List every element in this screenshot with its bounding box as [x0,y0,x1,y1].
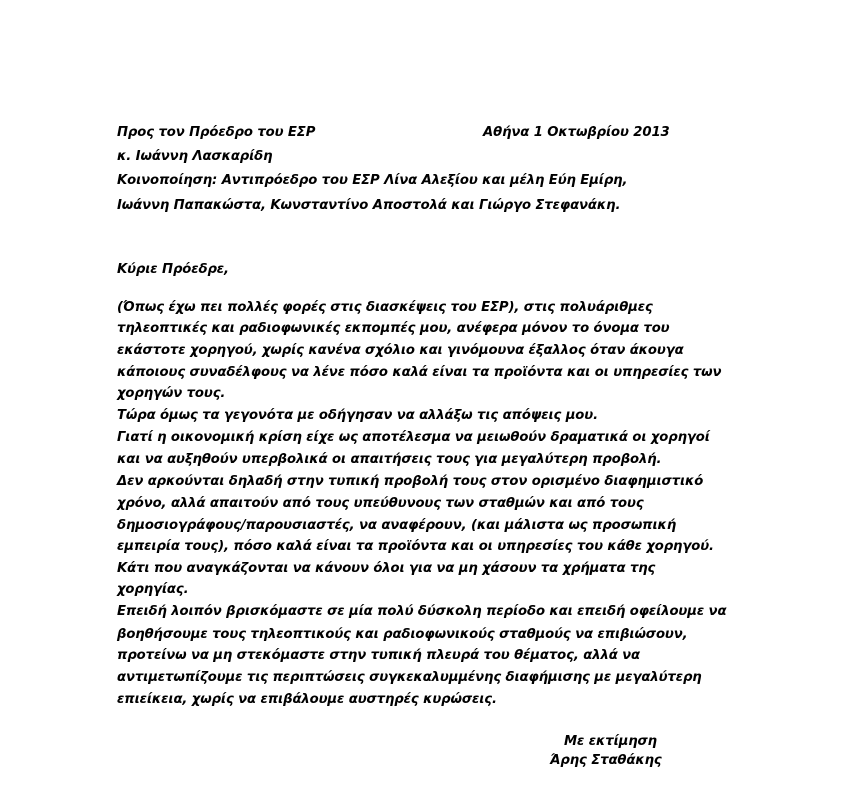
signature: Άρης Σταθάκης [550,753,662,768]
body-line: Τώρα όμως τα γεγονότα με οδήγησαν να αλλάξω τις απόψεις μου. [117,408,598,423]
body-line: δημοσιογράφους/παρουσιαστές, να αναφέρουν, (και μάλιστα ως προσωπική [117,518,677,533]
body-line: χορηγίας. [117,582,189,597]
cc-line-2: Ιωάννη Παπακώστα, Κωνσταντίνο Αποστολά και Γιώργο Στεφανάκη. [117,198,621,213]
body-line: και να αυξηθούν υπερβολικά οι απαιτήσεις τους για μεγαλύτερη προβολή. [117,452,662,467]
body-line: κάποιους συναδέλφους να λένε πόσο καλά είναι τα προϊόντα και οι υπηρεσίες των [117,365,722,380]
body-line: εκάστοτε χορηγού, χωρίς κανένα σχόλιο και γινόμουνα έξαλλος όταν άκουγα [117,343,684,358]
body-line: επιείκεια, χωρίς να επιβάλουμε αυστηρές κυρώσεις. [117,692,497,707]
body-line: Επειδή λοιπόν βρισκόμαστε σε μία πολύ δύσκολη περίοδο και επειδή οφείλουμε να [117,604,727,619]
body-line: Δεν αρκούνται δηλαδή στην τυπική προβολή τους στον ορισμένο διαφημιστικό [117,474,704,489]
body-line: χορηγών τους. [117,386,226,401]
cc-line-1: Κοινοποίηση: Αντιπρόεδρο του ΕΣΡ Λίνα Αλεξίου και μέλη Εύη Εμίρη, [117,173,628,188]
body-line: βοηθήσουμε τους τηλεοπτικούς και ραδιοφωνικούς σταθμούς να επιβιώσουν, [117,627,688,642]
body-line: προτείνω να μη στεκόμαστε στην τυπική πλευρά του θέματος, αλλά να [117,648,640,663]
body-line: (Όπως έχω πει πολλές φορές στις διασκέψεις του ΕΣΡ), στις πολυάριθμες [117,300,653,315]
recipient-line: Προς τον Πρόεδρο του ΕΣΡ [117,125,316,140]
body-line: Κάτι που αναγκάζονται να κάνουν όλοι για να μη χάσουν τα χρήματα της [117,561,656,576]
body-line: τηλεοπτικές και ραδιοφωνικές εκπομπές μου, ανέφερα μόνον το όνομα του [117,321,670,336]
body-line: εμπειρία τους), πόσο καλά είναι τα προϊόντα και οι υπηρεσίες του κάθε χορηγού. [117,539,714,554]
recipient-name: κ. Ιωάννη Λασκαρίδη [117,149,273,164]
closing: Με εκτίμηση [564,734,657,749]
body-line: Γιατί η οικονομική κρίση είχε ως αποτέλεσμα να μειωθούν δραματικά οι χορηγοί [117,430,710,445]
body-line: αντιμετωπίζουμε τις περιπτώσεις συγκεκαλυμμένης διαφήμισης με μεγαλύτερη [117,670,702,685]
body-line: χρόνο, αλλά απαιτούν από τους υπεύθυνους των σταθμών και από τους [117,496,644,511]
salutation: Κύριε Πρόεδρε, [117,262,229,277]
place-date: Αθήνα 1 Οκτωβρίου 2013 [483,125,670,140]
